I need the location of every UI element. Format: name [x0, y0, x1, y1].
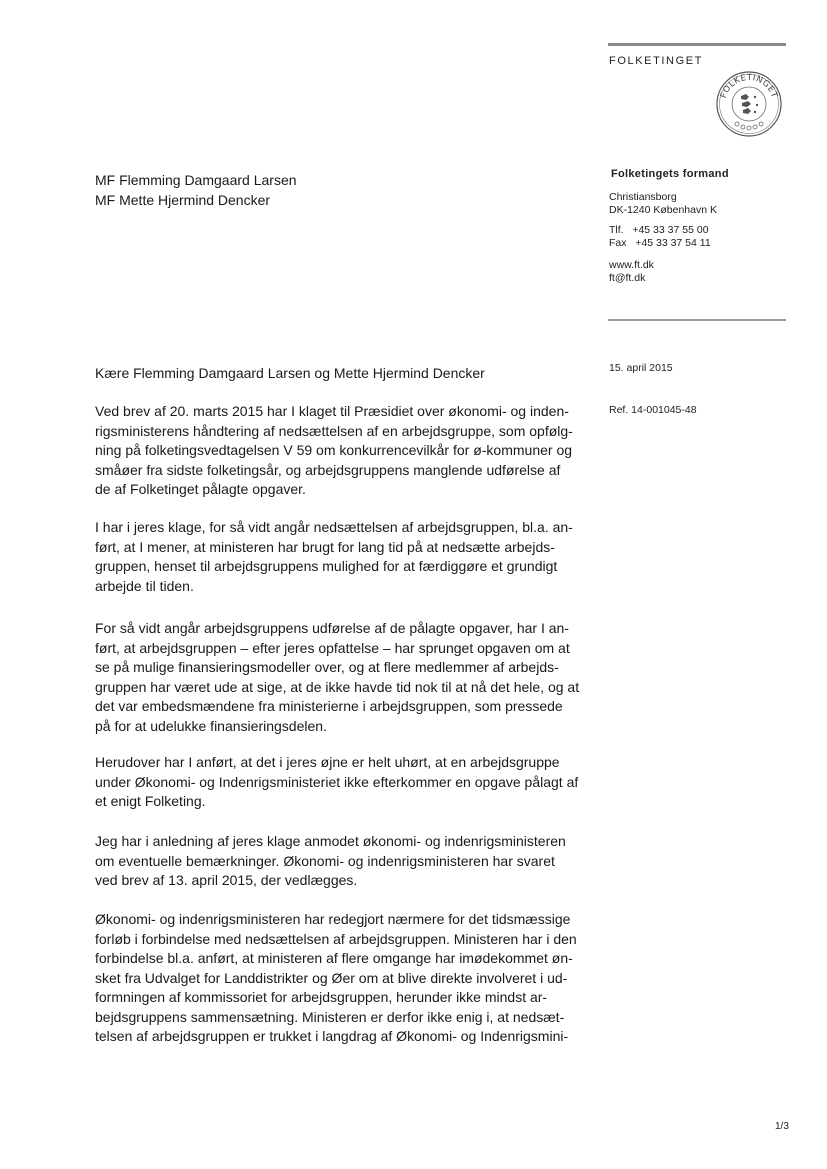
text-line: For så vidt angår arbejdsgruppens udførelse af de pålagte opgaver, har I an-	[95, 620, 569, 636]
text-line: det var embedsmændene fra ministerierne i arbejdsgruppen, som pressede	[95, 698, 563, 714]
text-line: om eventuelle bemærkninger. Økonomi- og indenrigsministeren har svaret	[95, 852, 555, 869]
paragraph	[95, 619, 585, 736]
salutation: Kære Flemming Damgaard Larsen og Mette Hjermind Dencker	[95, 365, 485, 381]
text-line: se på mulige finansieringsmodeller over, og at flere medlemmer af arbejds-	[95, 659, 559, 675]
text-line: under Økonomi- og Indenrigsministeriet ikke efterkommer en opgave pålagt af	[95, 773, 579, 790]
reference-number: Ref. 14-001045-48	[609, 404, 697, 416]
text-line: sket fra Udvalget for Landdistrikter og Øer om at blive direkte involveret i ud-	[95, 969, 568, 986]
svg-text:FOLKETINGET	[719, 73, 779, 100]
text-line: ført, at I mener, at ministeren har brugt for lang tid på at nedsætte arbejds-	[95, 538, 555, 555]
address-line: DK-1240 København K	[609, 204, 717, 216]
text-line: Økonomi- og indenrigsministeren har redegjort nærmere for det tidsmæssige	[95, 911, 571, 927]
text-line: Ved brev af 20. marts 2015 har I klaget til Præsidiet over økonomi- og inden-	[95, 403, 569, 419]
text-line: på for at udelukke finansieringsdelen.	[95, 717, 327, 734]
text-line: rigsministerens håndtering af nedsættelsen af en arbejdsgruppe, som opfølg-	[95, 422, 573, 439]
recipient-block	[95, 171, 297, 210]
text-line: ning på folketingsvedtagelsen V 59 om konkurrencevilkår for ø-kommuner og	[95, 442, 573, 458]
website-link[interactable]: www.ft.dk	[609, 259, 654, 271]
sender-contact	[609, 224, 711, 250]
recipient-name: MF Flemming Damgaard Larsen	[95, 172, 297, 188]
sidebar-rule	[608, 319, 786, 321]
text-line: formningen af kommissoriet for arbejdsgruppen, herunder ikke mindst ar-	[95, 989, 548, 1005]
sender-web	[609, 259, 654, 285]
header-rule	[608, 43, 786, 46]
folketinget-seal-icon	[715, 70, 783, 138]
paragraph	[95, 832, 585, 891]
text-line: ført, at arbejdsgruppen – efter jeres opfattelse – har sprunget opgaven om at	[95, 639, 570, 656]
seal-text: FOLKETINGET	[718, 72, 780, 100]
paragraph	[95, 402, 585, 500]
text-line: småøer fra sidste folketingsår, og arbejdsgruppens manglende udførelse af	[95, 461, 561, 478]
letter-date: 15. april 2015	[609, 362, 673, 374]
text-line: arbejde til tiden.	[95, 577, 194, 594]
text-line: et enigt Folketing.	[95, 793, 206, 809]
sender-title: Folketingets formand	[611, 168, 729, 180]
text-line: de af Folketinget pålagte opgaver.	[95, 481, 306, 497]
sender-address	[609, 191, 717, 217]
address-line: Christiansborg	[609, 191, 677, 203]
org-name: FOLKETINGET	[609, 55, 703, 67]
email-link[interactable]: ft@ft.dk	[609, 272, 646, 284]
text-line: gruppen har været ude at sige, at de ikke havde tid nok til at nå det hele, og at	[95, 678, 580, 695]
text-line: forbindelse bl.a. anført, at ministeren af flere omgange har imødekommet øn-	[95, 950, 573, 966]
text-line: gruppen, henset til arbejdsgruppens mulighed for at færdiggøre et grundigt	[95, 558, 558, 574]
text-line: telsen af arbejdsgruppen er trukket i langdrag af Økonomi- og Indenrigsmini-	[95, 1028, 569, 1044]
page-number: 1/3	[775, 1121, 789, 1132]
text-line: forløb i forbindelse med nedsættelsen af arbejdsgruppen. Ministeren har i den	[95, 930, 577, 947]
text-line: I har i jeres klage, for så vidt angår nedsættelsen af arbejdsgruppen, bl.a. an-	[95, 519, 573, 535]
paragraph	[95, 910, 585, 1047]
paragraph	[95, 753, 585, 812]
phone-line: Tlf. +45 33 37 55 00	[609, 224, 709, 236]
recipient-name: MF Mette Hjermind Dencker	[95, 191, 271, 208]
text-line: ved brev af 13. april 2015, der vedlægges.	[95, 872, 358, 888]
text-line: Herudover har I anført, at det i jeres øjne er helt uhørt, at en arbejdsgruppe	[95, 754, 560, 770]
paragraph	[95, 518, 585, 596]
fax-line: Fax +45 33 37 54 11	[609, 237, 711, 249]
text-line: bejdsgruppens sammensætning. Ministeren er derfor ikke enig i, at nedsæt-	[95, 1008, 565, 1025]
text-line: Jeg har i anledning af jeres klage anmodet økonomi- og indenrigsministeren	[95, 833, 566, 849]
